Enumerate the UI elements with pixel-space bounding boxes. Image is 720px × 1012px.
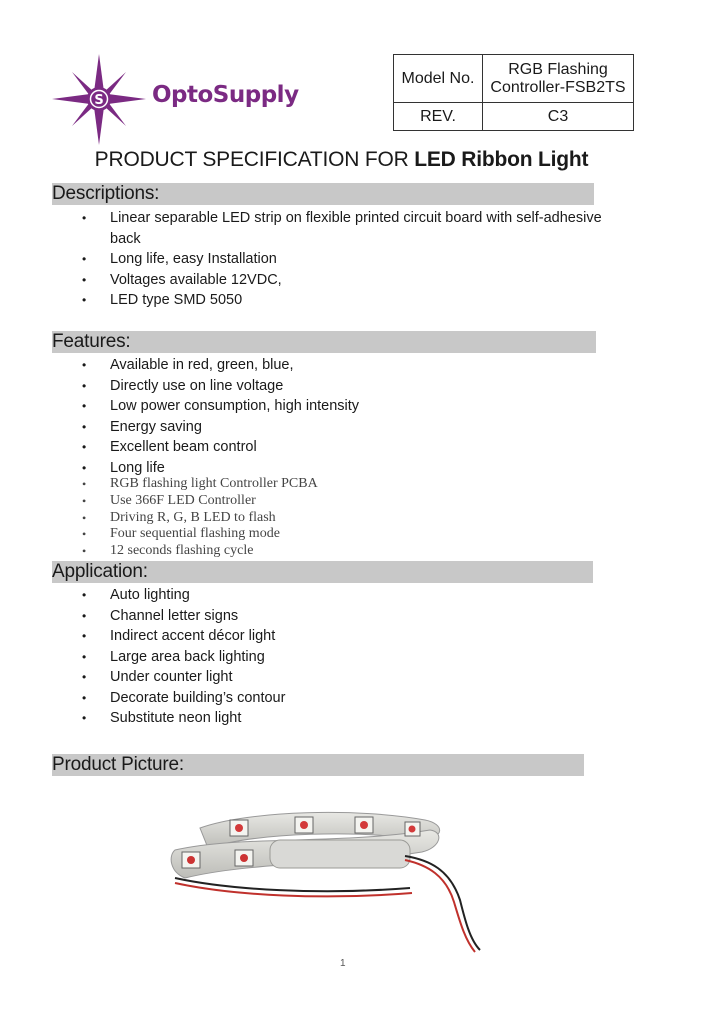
- application-list: [0, 585, 620, 729]
- list-item: • Large area back lighting: [0, 647, 620, 668]
- svg-text:S: S: [94, 93, 104, 108]
- product-photo: [160, 790, 490, 960]
- brand-name: OptoSupply: [152, 82, 299, 108]
- application-heading: Application:: [52, 561, 593, 583]
- list-item: • Substitute neon light: [0, 708, 620, 729]
- product-picture-heading: Product Picture:: [52, 754, 584, 776]
- list-item: • Long life, easy Installation: [0, 249, 620, 270]
- list-item: • Energy saving: [0, 417, 620, 438]
- list-item: • LED type SMD 5050: [0, 290, 620, 311]
- list-item: • Auto lighting: [0, 585, 620, 606]
- list-item: • Available in red, green, blue,: [0, 355, 620, 376]
- list-item: • Decorate building’s contour: [0, 688, 620, 709]
- model-revision-table: [393, 54, 634, 131]
- rev-value: C3: [483, 103, 634, 131]
- list-item: • Under counter light: [0, 667, 620, 688]
- list-item: • Low power consumption, high intensity: [0, 396, 620, 417]
- model-value-line2: Controller-FSB2TS: [490, 78, 626, 96]
- list-item: • Linear separable LED strip on flexible printed circuit board with self-adhesive: [0, 208, 620, 229]
- list-item: • Long life: [0, 458, 620, 479]
- model-value: [483, 55, 634, 103]
- page-title: [0, 148, 683, 172]
- list-item: • Channel letter signs: [0, 606, 620, 627]
- features-list: [0, 355, 620, 478]
- list-item-continuation: back: [110, 230, 141, 247]
- list-item: • Voltages available 12VDC,: [0, 270, 620, 291]
- model-value-line1: RGB Flashing: [508, 60, 608, 78]
- list-item: • RGB flashing light Controller PCBA: [0, 476, 620, 493]
- list-item: • Directly use on line voltage: [0, 376, 620, 397]
- list-item: • Use 366F LED Controller: [0, 493, 620, 510]
- model-label: Model No.: [394, 55, 483, 103]
- rev-label: REV.: [394, 103, 483, 131]
- led-ribbon-photo: [160, 790, 490, 960]
- title-prefix: PRODUCT SPECIFICATION FOR: [94, 148, 415, 171]
- optosupply-logo: [50, 52, 320, 147]
- title-emphasis: LED Ribbon Light: [414, 148, 589, 171]
- list-item: • 12 seconds flashing cycle: [0, 543, 620, 560]
- descriptions-heading: Descriptions:: [52, 183, 594, 205]
- list-item: • Driving R, G, B LED to flash: [0, 510, 620, 527]
- page-number: 1: [340, 958, 346, 969]
- list-item: • Four sequential flashing mode: [0, 526, 620, 543]
- list-item: • Indirect accent décor light: [0, 626, 620, 647]
- descriptions-list: [0, 208, 620, 311]
- features-controller-list: [0, 476, 620, 560]
- features-heading: Features:: [52, 331, 596, 353]
- list-item: • Excellent beam control: [0, 437, 620, 458]
